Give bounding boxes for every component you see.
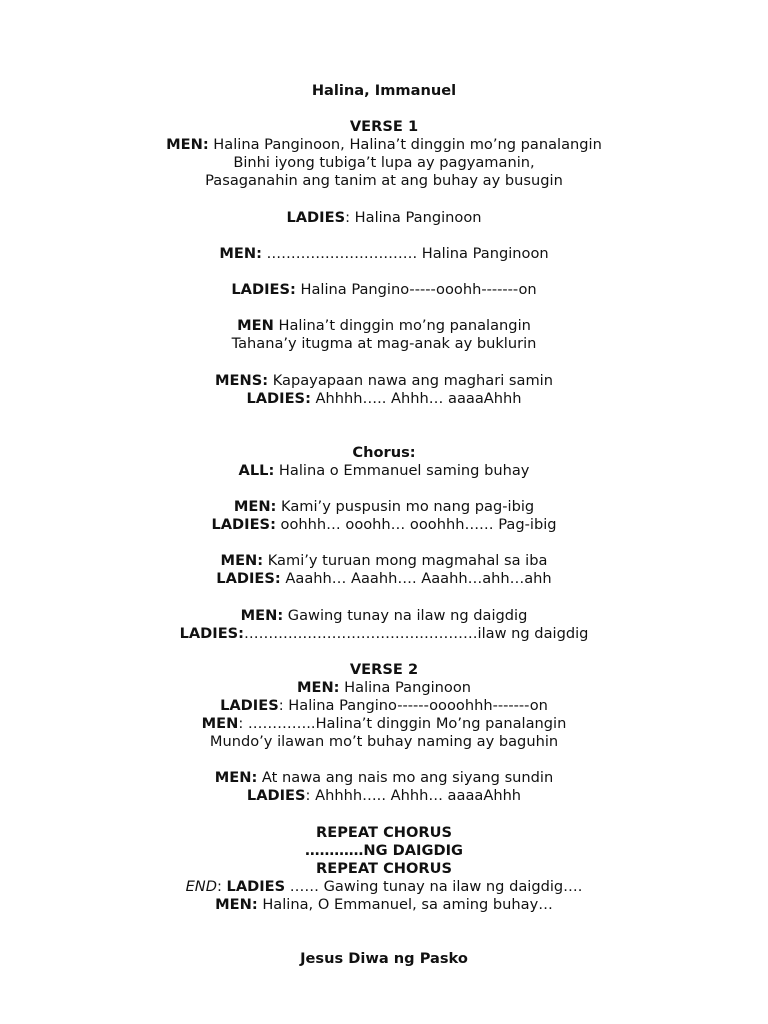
lyric-line [0,552,768,570]
lyric-text: Halina, O Emmanuel, sa aming buhay… [257,896,553,914]
lyric-line [0,607,768,625]
lyric-text: Halina Panginoon [339,678,472,696]
lyric-line: END: LADIES …… Gawing tunay na ilaw ng daigdig…. [185,877,583,895]
lyric-text: Gawing tunay na ilaw ng daigdig [283,606,528,624]
lyric-line [0,896,768,914]
lyric-text: oohhh… ooohh… ooohhh…… Pag-ibig [275,516,557,534]
lyric-text: : Ahhhh….. Ahhh… aaaaAhhh [305,787,522,805]
lyric-text: Aaahh… Aaahh…. Aaahh…ahh…ahh [280,570,552,588]
lyric-line: Mundo’y ilawan mo’t buhay naming ay baguhin [209,733,559,751]
speaker-label: LADIES: [231,281,296,299]
lyric-line [0,697,768,715]
lyric-text: Halina’t dinggin mo’ng panalangin [273,317,531,335]
speaker-label: LADIES [286,208,346,226]
speaker-label: MEN: [233,497,277,515]
lyrics-sheet [0,82,768,968]
speaker-label: MEN: [219,244,262,262]
lyric-line [0,372,768,390]
speaker-label: MEN [237,317,274,335]
verse1-heading: VERSE 1 [349,118,419,136]
lyric-text: : …………..Halina’t dinggin Mo’ng panalangin [238,715,567,733]
ng-daigdig-label: …………NG DAIGDIG [305,841,463,859]
speaker-label: MEN: [220,552,264,570]
song-title: Halina, Immanuel [311,82,457,99]
lyric-text: Halina o Emmanuel saming buhay [274,461,530,479]
lyric-line: Binhi iyong tubiga’t lupa ay pagyamanin, [233,154,535,172]
lyric-line [0,679,768,697]
speaker-label: MEN: [214,769,258,787]
speaker-label: LADIES [246,787,306,805]
lyric-line [0,625,768,643]
lyric-text: Halina Panginoon, Halina’t dinggin mo’ng panalangin [208,136,602,154]
end-label: END [185,877,217,895]
verse2-heading: VERSE 2 [349,660,419,678]
speaker-label: MEN: [296,678,340,696]
lyric-line [0,787,768,805]
lyric-text: Kami’y puspusin mo nang pag-ibig [276,497,535,515]
speaker-label: LADIES [220,697,279,714]
lyric-text: : Halina Panginoon [345,208,482,226]
speaker-label: MEN [201,715,239,733]
lyric-line: Tahana’y itugma at mag-anak ay buklurin [231,335,537,353]
lyric-text: Ahhhh….. Ahhh… aaaaAhhh [310,389,522,407]
lyric-text: …… Gawing tunay na ilaw ng daigdig…. [285,877,583,895]
speaker-label: MENS: [215,371,269,389]
speaker-label: LADIES: [216,570,281,588]
lyric-line [0,715,768,733]
lyric-line [0,245,768,263]
lyric-text: : Halina Pangino------oooohhh-------on [278,697,548,714]
lyric-text: Kami’y turuan mong magmahal sa iba [263,552,548,570]
repeat-chorus-label: REPEAT CHORUS [316,823,452,841]
speaker-label: LADIES: [246,389,311,407]
lyric-text: …………………………. Halina Panginoon [261,244,549,262]
speaker-label: ALL: [238,461,275,479]
next-song-title: Jesus Diwa ng Pasko [300,950,468,968]
lyric-line [0,498,768,516]
lyric-line [0,136,768,154]
lyric-line [0,769,768,787]
lyric-line [0,570,768,588]
lyric-line: Pasaganahin ang tanim at ang buhay ay busugin [205,172,563,190]
speaker-label: LADIES [226,877,286,895]
lyric-text: Kapayapaan nawa ang maghari samin [268,371,553,389]
lyric-line [0,281,768,299]
chorus-heading: Chorus: [352,443,416,461]
lyric-text: At nawa ang nais mo ang siyang sundin [257,769,554,787]
repeat-chorus-label: REPEAT CHORUS [316,859,452,877]
speaker-label: MEN: [166,136,209,154]
lyric-line [0,209,768,227]
lyric-text: Halina Pangino-----ooohh-------on [295,281,537,299]
lyric-text: …………………………………………ilaw ng daigdig [244,624,589,642]
speaker-label: LADIES: [211,516,276,534]
speaker-label: MEN: [215,896,258,914]
lyric-line [0,317,768,335]
speaker-label: LADIES: [179,624,245,642]
speaker-label: MEN: [240,606,284,624]
lyric-line [0,462,768,480]
lyric-line [0,516,768,534]
lyric-line [0,390,768,408]
